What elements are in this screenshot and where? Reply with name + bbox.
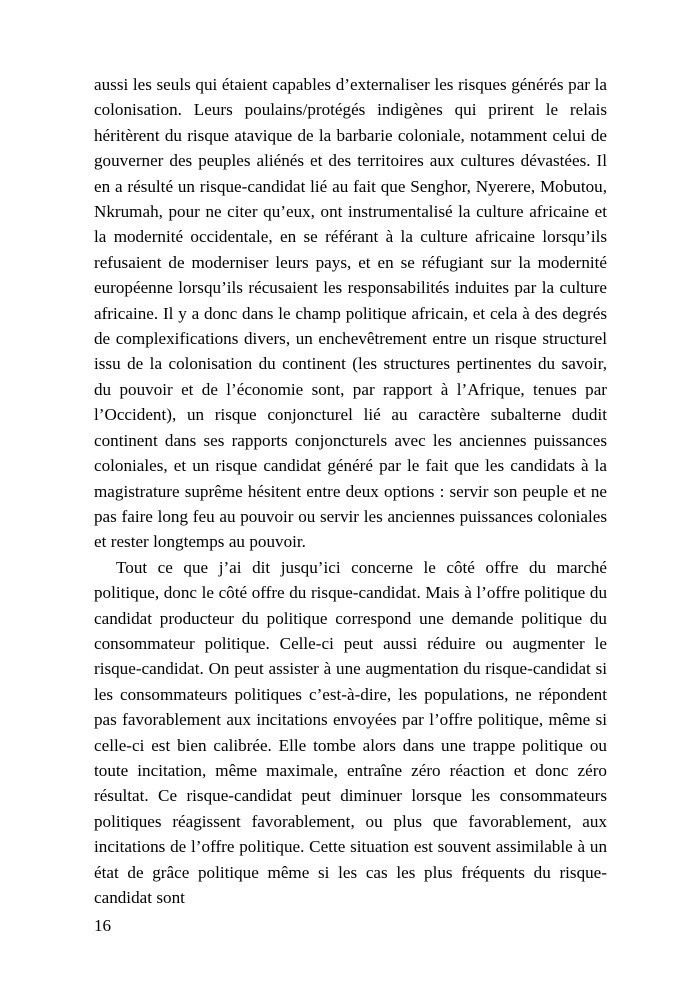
page-number: 16 bbox=[94, 916, 112, 935]
body-paragraph-1: aussi les seuls qui étaient capables d’externaliser les risques générés par la colonisation. Leurs poulains/protégés indigènes qui prirent le relais héritèrent du risque atavique de la barbarie coloniale, notamment celui de gouverner des peuples aliénés et des territoires aux cultures dévastées. Il en a résulté un risque-candidat lié au fait que Senghor, Nyerere, Mobutou, Nkrumah, pour ne citer qu’eux, ont instrumentalisé la culture africaine et la modernité occidentale, en se référant à la culture africaine lorsqu’ils refusaient de moderniser leurs pays, et en se réfugiant sur la modernité européenne lorsqu’ils récusaient les responsabilités induites par la culture africaine. Il y a donc dans le champ politique africain, et cela à des degrés de complexifications divers, un enchevêtrement entre un risque structurel issu de la colonisation du continent (les structures pertinentes du savoir, du pouvoir et de l’économie sont, par rapport à l’Afrique, tenues par l’Occident), un risque conjoncturel lié au caractère subalterne dudit continent dans ses rapports conjoncturels avec les anciennes puissances coloniales, et un risque candidat généré par le fait que les candidats à la magistrature suprême hésitent entre deux options : servir son peuple et ne pas faire long feu au pouvoir ou servir les anciennes puissances coloniales et rester longtemps au pouvoir. bbox=[94, 75, 607, 552]
page-text-block bbox=[94, 72, 607, 910]
body-paragraph-2: Tout ce que j’ai dit jusqu’ici concerne le côté offre du marché politique, donc le côté offre du risque-candidat. Mais à l’offre politique du candidat producteur du politique correspond une demande politique du consommateur politique. Celle-ci peut aussi réduire ou augmenter le risque-candidat. On peut assister à une augmentation du risque-candidat si les consommateurs politiques c’est-à-dire, les populations, ne répondent pas favorablement aux incitations envoyées par l’offre politique, même si celle-ci est bien calibrée. Elle tombe alors dans une trappe politique ou toute incitation, même maximale, entraîne zéro réaction et donc zéro résultat. Ce risque-candidat peut diminuer lorsque les consommateurs politiques réagissent favorablement, ou plus que favorablement, aux incitations de l’offre politique. Cette situation est souvent assimilable à un état de grâce politique même si les cas les plus fréquents du risque-candidat sont bbox=[94, 557, 607, 907]
